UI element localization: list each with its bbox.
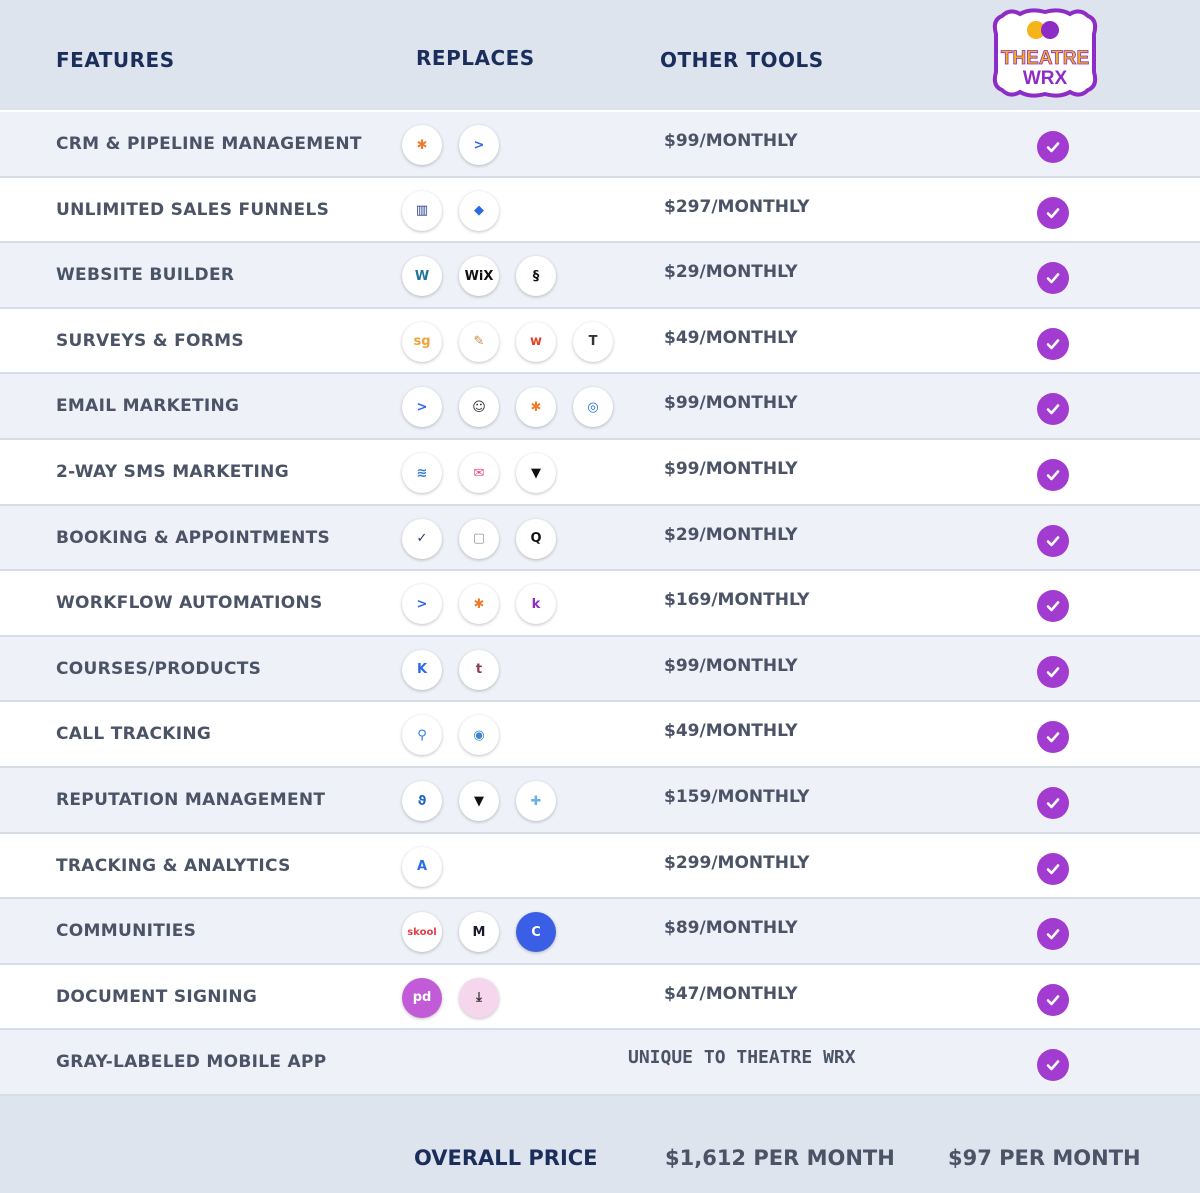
other-tools-total: $1,612 PER MONTH bbox=[665, 1146, 895, 1170]
feature-label: GRAY-LABELED MOBILE APP bbox=[56, 1052, 327, 1072]
table-row bbox=[0, 243, 1200, 309]
feature-label: CRM & PIPELINE MANAGEMENT bbox=[56, 134, 362, 154]
logo-text-line2: WRX bbox=[1022, 68, 1068, 89]
hubspot-icon: ✱ bbox=[516, 387, 556, 427]
included-check-icon bbox=[1037, 459, 1069, 491]
hubspot-icon: ✱ bbox=[459, 584, 499, 624]
other-tools-price: $297/MONTHLY bbox=[664, 196, 810, 217]
circle-c-icon: C bbox=[516, 912, 556, 952]
wufoo-icon: w bbox=[516, 322, 556, 362]
included-check-icon bbox=[1037, 721, 1069, 753]
table-row bbox=[0, 637, 1200, 702]
download-icon: ⤓ bbox=[459, 978, 499, 1018]
hubspot-icon: ✱ bbox=[402, 125, 442, 165]
feature-label: CALL TRACKING bbox=[56, 724, 212, 744]
included-check-icon bbox=[1037, 1049, 1069, 1081]
puzzle-icon: ✚ bbox=[516, 781, 556, 821]
squarespace-icon: § bbox=[516, 256, 556, 296]
table-row bbox=[0, 440, 1200, 506]
replaced-tools-icons bbox=[402, 912, 556, 952]
included-check-icon bbox=[1037, 984, 1069, 1016]
replaces-column-heading: REPLACES bbox=[416, 46, 535, 70]
skool-icon: skool bbox=[402, 912, 442, 952]
activecampaign-icon: > bbox=[402, 584, 442, 624]
location-pin-icon: ⚲ bbox=[402, 715, 442, 755]
theatre-wrx-total: $97 PER MONTH bbox=[948, 1146, 1141, 1170]
analytics-icon: A bbox=[402, 847, 442, 887]
feature-label: EMAIL MARKETING bbox=[56, 396, 240, 416]
keap-icon: k bbox=[516, 584, 556, 624]
replaced-tools-icons bbox=[402, 191, 499, 231]
kajabi-icon: K bbox=[402, 650, 442, 690]
table-row bbox=[0, 965, 1200, 1030]
other-tools-price: $99/MONTHLY bbox=[664, 131, 798, 151]
included-check-icon bbox=[1037, 853, 1069, 885]
mighty-icon: M bbox=[459, 912, 499, 952]
theatre-wrx-logo bbox=[990, 8, 1100, 98]
feature-label: BOOKING & APPOINTMENTS bbox=[56, 527, 331, 548]
replaced-tools-icons bbox=[402, 978, 499, 1018]
table-row bbox=[0, 702, 1200, 768]
other-tools-price: $299/MONTHLY bbox=[664, 852, 810, 873]
feature-label: DOCUMENT SIGNING bbox=[56, 986, 258, 1007]
included-check-icon bbox=[1037, 590, 1069, 622]
chevrons-up-icon: ≋ bbox=[402, 453, 442, 493]
feature-label: TRACKING & ANALYTICS bbox=[56, 855, 291, 876]
envelope-icon: ✉ bbox=[459, 453, 499, 493]
table-row bbox=[0, 309, 1200, 374]
check-circle-icon: ✓ bbox=[402, 519, 442, 559]
included-check-icon bbox=[1037, 393, 1069, 425]
table-footer bbox=[0, 1096, 1200, 1193]
table-row bbox=[0, 834, 1200, 899]
wordpress-icon: W bbox=[402, 256, 442, 296]
feature-label: WEBSITE BUILDER bbox=[56, 265, 235, 285]
replaced-tools-icons bbox=[402, 715, 499, 755]
overall-price-label: OVERALL PRICE bbox=[414, 1146, 598, 1170]
feature-label: 2-WAY SMS MARKETING bbox=[56, 462, 289, 482]
podium-icon: ▼ bbox=[459, 781, 499, 821]
other-tools-price: $29/MONTHLY bbox=[664, 262, 798, 282]
replaced-tools-icons bbox=[402, 453, 556, 493]
feature-label: REPUTATION MANAGEMENT bbox=[56, 790, 326, 810]
other-tools-price: $99/MONTHLY bbox=[664, 655, 798, 676]
included-check-icon bbox=[1037, 197, 1069, 229]
included-check-icon bbox=[1037, 525, 1069, 557]
mailchimp-icon: ☺ bbox=[459, 387, 499, 427]
included-check-icon bbox=[1037, 328, 1069, 360]
stack-layers-icon: ◆ bbox=[459, 191, 499, 231]
typeform-icon: T bbox=[573, 322, 613, 362]
included-check-icon bbox=[1037, 656, 1069, 688]
feature-label: WORKFLOW AUTOMATIONS bbox=[56, 593, 323, 613]
calendar-icon: ▢ bbox=[459, 519, 499, 559]
replaced-tools-icons bbox=[402, 322, 613, 362]
table-header bbox=[0, 0, 1200, 110]
table-row bbox=[0, 1030, 1200, 1096]
feature-label: SURVEYS & FORMS bbox=[56, 330, 244, 351]
replaced-tools-icons bbox=[402, 256, 556, 296]
other-tools-price: $29/MONTHLY bbox=[664, 524, 798, 545]
replaced-tools-icons bbox=[402, 387, 613, 427]
table-row bbox=[0, 506, 1200, 571]
birdeye-icon: ϑ bbox=[402, 781, 442, 821]
wix-icon: WiX bbox=[459, 256, 499, 296]
table-row bbox=[0, 374, 1200, 440]
teachable-icon: t bbox=[459, 650, 499, 690]
other-tools-price: $47/MONTHLY bbox=[664, 983, 798, 1004]
replaced-tools-icons bbox=[402, 847, 442, 887]
acuity-icon: Q bbox=[516, 519, 556, 559]
other-tools-price: $99/MONTHLY bbox=[664, 459, 798, 479]
activecampaign-icon: > bbox=[402, 387, 442, 427]
logo-text-line1: THEATRE bbox=[1000, 48, 1090, 69]
replaced-tools-icons bbox=[402, 781, 556, 821]
table-row bbox=[0, 112, 1200, 178]
replaced-tools-icons bbox=[402, 519, 556, 559]
included-check-icon bbox=[1037, 787, 1069, 819]
feature-label: UNLIMITED SALES FUNNELS bbox=[56, 199, 330, 220]
other-tools-price: $169/MONTHLY bbox=[664, 590, 810, 610]
other-tools-price: $159/MONTHLY bbox=[664, 787, 810, 807]
table-row bbox=[0, 571, 1200, 637]
other-tools-column-heading: OTHER TOOLS bbox=[660, 48, 824, 72]
table-row bbox=[0, 768, 1200, 834]
included-check-icon bbox=[1037, 262, 1069, 294]
pandadoc-icon: pd bbox=[402, 978, 442, 1018]
signal-icon: ◉ bbox=[459, 715, 499, 755]
replaced-tools-icons bbox=[402, 584, 556, 624]
constant-contact-icon: ◎ bbox=[573, 387, 613, 427]
table-row bbox=[0, 178, 1200, 243]
features-column-heading: FEATURES bbox=[56, 48, 175, 72]
replaced-tools-icons bbox=[402, 125, 499, 165]
surveygizmo-icon: sg bbox=[402, 322, 442, 362]
table-row bbox=[0, 899, 1200, 965]
activecampaign-icon: > bbox=[459, 125, 499, 165]
quill-icon: ✎ bbox=[459, 322, 499, 362]
other-tools-price: $49/MONTHLY bbox=[664, 721, 798, 741]
clickfunnels-icon: ▥ bbox=[402, 191, 442, 231]
included-check-icon bbox=[1037, 131, 1069, 163]
unique-feature-note: UNIQUE TO THEATRE WRX bbox=[628, 1047, 856, 1068]
included-check-icon bbox=[1037, 918, 1069, 950]
podium-icon: ▼ bbox=[516, 453, 556, 493]
other-tools-price: $99/MONTHLY bbox=[664, 393, 798, 413]
other-tools-price: $49/MONTHLY bbox=[664, 327, 798, 348]
replaced-tools-icons bbox=[402, 650, 499, 690]
feature-label: COMMUNITIES bbox=[56, 921, 197, 941]
feature-label: COURSES/PRODUCTS bbox=[56, 658, 262, 679]
other-tools-price: $89/MONTHLY bbox=[664, 918, 798, 938]
